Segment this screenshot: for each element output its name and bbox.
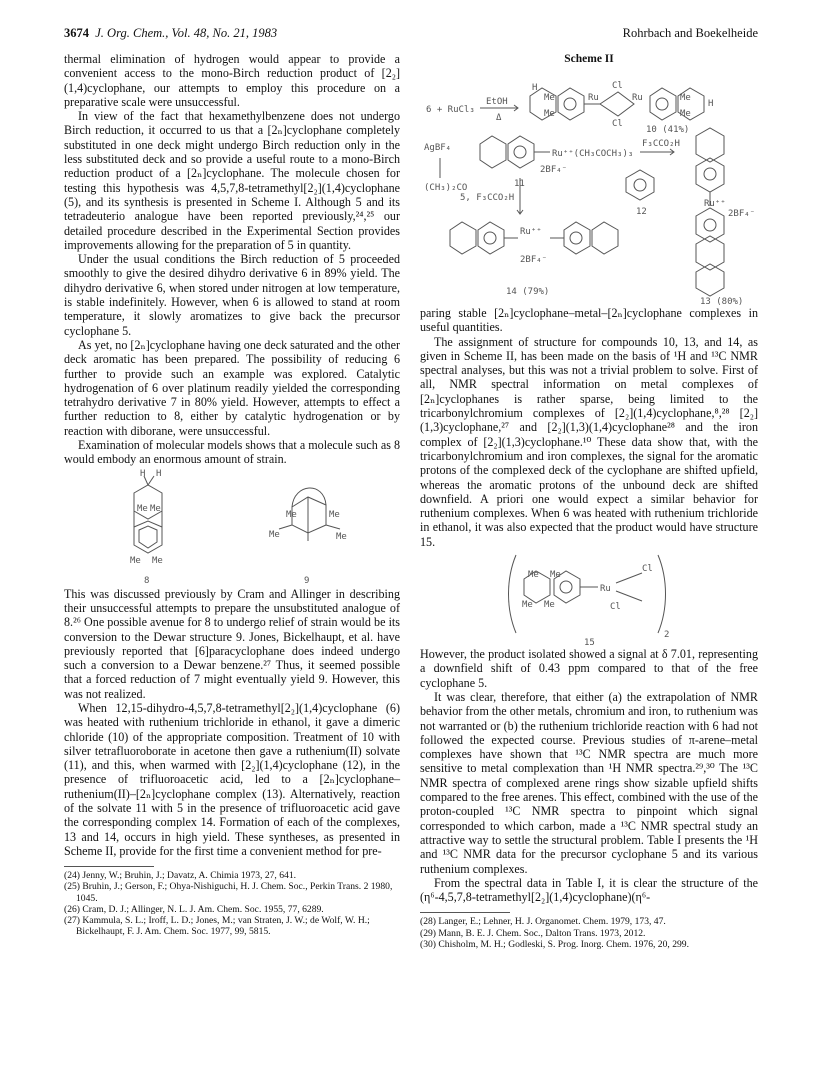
paragraph: Under the usual conditions the Birch reduction of 5 proceeded smoothly to give the desired dihydro derivative 6 in 89% yield. The dihydro derivative 6, when stored under nitrogen at low temperature, is stable indefinitely. However, when 6 is allowed to stand at room temperature, it slowly aromatizes to give back the precursor cyclophane 5.: [64, 252, 400, 338]
footnote-rule: [64, 866, 154, 867]
paragraph: It was clear, therefore, that either (a) the extrapolation of NMR behavior from the other metals, chromium and iron, to ruthenium was not warranted or (b) the ruthenium trichloride reaction with 6 had not followed the expected course. Previous studies of π-arene–metal complexes have shown that ¹³C NMR spectra are much more sensitive to metal complexation than ¹H NMR spectra.²⁹,³⁰ The ¹³C NMR spectra of complexed arene rings show sizable upfield shifts compared to the free arenes. This effect, combined with the use of the proton-coupled ¹³C NMR spectra to pinpoint which signal corresponded to which carbon, made a ¹³C NMR spectral study an attractive way to settle the structural problem. Table I presents the ¹H and ¹³C NMR data for the precursor cyclophane 5 and its various ruthenium complexes.: [420, 689, 758, 876]
left-column: [64, 52, 400, 1012]
atom-label: Me: [152, 555, 163, 566]
scheme-label: Cl: [612, 119, 623, 129]
scheme-label: 14 (79%): [506, 287, 550, 297]
atom-label: Ru: [600, 584, 611, 595]
scheme-label: Ru: [588, 93, 599, 103]
atom-label: Me: [130, 555, 141, 566]
footnotes-right: [420, 916, 758, 950]
atom-label: Me: [522, 600, 533, 611]
scheme-label: 10 (41%): [646, 125, 690, 135]
scheme-label: H: [708, 99, 714, 109]
scheme-label: (CH₃)₂CO: [424, 183, 468, 193]
scheme-label: 11: [514, 179, 525, 189]
paragraph: Examination of molecular models shows that a molecule such as 8 would embody an enormous amount of strain.: [64, 438, 400, 467]
scheme-label: Me: [544, 93, 555, 103]
right-column: [420, 52, 758, 1012]
scheme-label: 2BF₄⁻: [728, 209, 756, 219]
footnote: (28) Langer, E.; Lehner, H. J. Organomet. Chem. 1979, 173, 47.: [420, 916, 666, 928]
scheme-label: Ru⁺⁺: [704, 199, 726, 209]
atom-label: Cl: [610, 602, 621, 613]
footnote: (26) Cram, D. J.; Allinger, N. L. J. Am. Chem. Soc. 1955, 77, 6289.: [64, 903, 324, 915]
compound-label-15: 15: [584, 638, 595, 648]
scheme-label: Ru⁺⁺(CH₃COCH₃)₃: [552, 149, 634, 159]
scheme-label: 6 + RuCl₃: [426, 105, 475, 115]
subscript-2: 2: [664, 630, 670, 641]
running-authors: Rohrbach and Boekelheide: [622, 26, 758, 40]
scheme-label: Δ: [496, 113, 502, 123]
paragraph: This was discussed previously by Cram and Allinger in describing their unsuccessful attempts to prepare the unsubstituted analogue of 8.²⁶ One possible avenue for 8 to undergo relief of strain would be its conversion to the Dewar structure 9. Jones, Bickelhaupt, et al. have previously reported that [6]paracyclophane does indeed undergo such a conversion to a Dewar benzene.²⁷ Thus, it seemed possible that a forced reduction of 7 might eventually yield 9. However, this was not realized.: [64, 586, 400, 701]
paragraph: From the spectral data in Table I, it is clear the structure of the (η⁶-4,5,7,8-tetramethyl[2₂](1,4)cyclophane)(η⁶-: [420, 875, 758, 905]
atom-label: Me: [286, 509, 297, 520]
atom-label: Me: [336, 531, 347, 542]
atom-label: Me: [269, 529, 280, 540]
atom-label: Me: [137, 503, 148, 514]
atom-label: H: [140, 468, 146, 479]
footnote: (25) Bruhin, J.; Gerson, F.; Ohya-Nishiguchi, H. J. Chem. Soc., Perkin Trans. 2 1980, 1045.: [64, 881, 393, 904]
page-number: 3674: [64, 26, 89, 40]
scheme-label: Cl: [612, 81, 623, 91]
atom-label: Me: [550, 570, 561, 581]
scheme-label: 2BF₄⁻: [540, 165, 568, 175]
atom-label: Me: [329, 509, 340, 520]
paragraph: thermal elimination of hydrogen would appear to provide a convenient access to the mono-Birch reduction product of [2₂](1,4)cyclophane, our attempts to employ this procedure on a preparative scale were unsuccessful.: [64, 52, 400, 109]
scheme-label: 13 (80%): [700, 297, 744, 306]
paragraph: paring stable [2ₙ]cyclophane–metal–[2ₙ]cyclophane complexes in useful quantities.: [420, 306, 758, 335]
paragraph: When 12,15-dihydro-4,5,7,8-tetramethyl[2₂](1,4)cyclophane (6) was heated with ruthenium trichloride in ethanol, it gave a dimeric chloride (10) of the appropriate composition. Treatment of 10 with silver tetrafluoroborate in acetone then gave a ruthenium(II) solvate (11), and this, when warmed with [2₂](1,4)cyclophane (12), in the presence of trifluoroacetic acid, led to a [2ₙ]cyclophane–ruthenium(II)–[2ₙ]cyclophane complex (13). Alternatively, reaction of the solvate 11 with 5 in the presence of trifluoroacetic acid gave the corresponding complex 14. Formation of each of the complexes, 13 and 14, occurs in high yield. These syntheses, as presented in Scheme II, provide for the first time a convenient method for pre-: [64, 700, 400, 858]
scheme-label: Me: [680, 109, 691, 119]
compound-label-9: 9: [304, 575, 310, 586]
paragraph: As yet, no [2ₙ]cyclophane having one deck saturated and the other deck aromatic has been prepared. The possibility of reducing 6 further to provide such an example was explored. Catalytic hydrogenation of 6 over platinum readily yielded the corresponding tetrahydro derivative 7 in 80% yield. However, attempts to effect a further reduction to 8, either by catalytic hydrogenation or by reaction with diborane, were unsuccessful.: [64, 337, 400, 438]
scheme-label: F₃CCO₂H: [642, 139, 680, 149]
footnote: (29) Mann, B. E. J. Chem. Soc., Dalton Trans. 1973, 2012.: [420, 927, 646, 939]
footnote: (30) Chisholm, M. H.; Godleski, S. Prog. Inorg. Chem. 1976, 20, 299.: [420, 938, 689, 950]
scheme-label: H: [532, 83, 538, 93]
scheme-label: Ru: [632, 93, 643, 103]
paragraph: However, the product isolated showed a signal at δ 7.01, representing a downfield shift of 0.43 ppm compared to that of the free cyclophane 5.: [420, 647, 758, 690]
paragraph: The assignment of structure for compounds 10, 13, and 14, as given in Scheme II, has been made on the basis of ¹H and ¹³C NMR spectral analyses, but this was not a trivial problem to solve. First of all, NMR spectral information on metal complexes of [2ₙ]cyclophanes is rather sparse, being limited to the tricarbonylchromium complexes of [2₂](1,4)cyclophane,⁸,²⁸ [2₂](1,3)cyclophane,²⁷ and [2₂](1,3)(1,4)cyclophane²⁸ and the iron complex of [2₂](1,3)cyclophane.¹⁰ These data show that, with the tricarbonylchromium and iron complexes, the signal for the aromatic protons of the complexed deck of the cyclophane are shifted upfield, whereas the aromatic protons of the unbound deck are shifted downfield. A priori one would expect a similar behavior for ruthenium complexes. When 6 was heated with ruthenium trichloride in ethanol, it was also expected that the product would have structure 15.: [420, 334, 758, 549]
atom-label: Me: [544, 600, 555, 611]
footnote: (27) Kammula, S. L.; Iroff, L. D.; Jones, M.; van Straten, J. W.; de Wolf, W. H.; Bickelhaupt, F. J. Am. Chem. Soc. 1977, 99, 5815.: [64, 915, 370, 938]
scheme-label: EtOH: [486, 97, 508, 107]
figure-15-structure: [420, 549, 758, 647]
atom-label: Cl: [642, 564, 653, 575]
header-left: [64, 26, 277, 41]
scheme-title: Scheme II: [564, 53, 614, 65]
scheme-label: 5, F₃CCO₂H: [460, 193, 515, 203]
atom-label: Me: [528, 570, 539, 581]
footnote: (24) Jenny, W.; Bruhin, J.; Davatz, A. Chimia 1973, 27, 641.: [64, 870, 297, 882]
scheme-label: 2BF₄⁻: [520, 255, 548, 265]
figure-8-9-structures: [64, 467, 400, 587]
footnotes-left: [64, 870, 400, 937]
scheme-ii-diagram: [420, 66, 758, 306]
dewar-benzene: [292, 497, 326, 533]
scheme-label: Ru⁺⁺: [520, 227, 542, 237]
atom-label: H: [156, 468, 162, 479]
scheme-label: 12: [636, 207, 647, 217]
ru-cl-bridge: [600, 92, 634, 116]
scheme-label: AgBF₄: [424, 143, 452, 153]
scheme-label: Me: [680, 93, 691, 103]
footnote-rule: [420, 912, 510, 913]
page-header: [64, 26, 758, 44]
paragraph: In view of the fact that hexamethylbenzene does not undergo Birch reduction, it occurred to us that a [2ₙ]cyclophane completely substituted in one deck might undergo Birch reduction only in the less substituted deck and so provide a useful route to a mono-Birch reduction product of a [2ₙ]cyclophane. The molecule chosen for testing this hypothesis was 4,5,7,8-tetramethyl[2₂](1,4)cyclophane (5), and its synthesis is presented in Scheme I. Although 5 and its tetradeuterio analogue have been reported previously,²⁴,²⁵ our detailed procedure described in the Experimental Section provides improvements allowing for the preparation of 5 in quantity.: [64, 109, 400, 252]
atom-label: Me: [150, 503, 161, 514]
journal-citation: J. Org. Chem., Vol. 48, No. 21, 1983: [95, 26, 278, 40]
scheme-label: Me: [544, 109, 555, 119]
compound-label-8: 8: [144, 575, 150, 586]
